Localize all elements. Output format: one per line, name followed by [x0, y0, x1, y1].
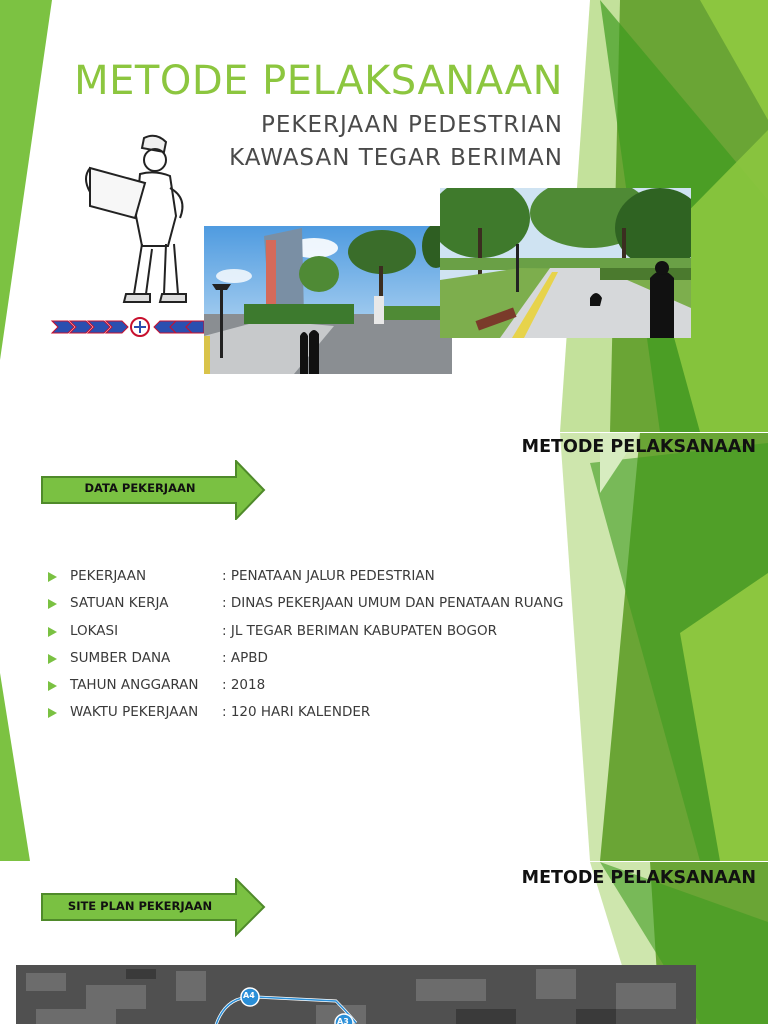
- slide-data-pekerjaan: [0, 433, 768, 861]
- list-item: [48, 650, 608, 677]
- worker-illustration: [70, 128, 205, 313]
- item-value: : JL TEGAR BERIMAN KABUPATEN BOGOR: [222, 622, 497, 639]
- item-value: : PENATAAN JALUR PEDESTRIAN: [222, 568, 435, 584]
- item-label: LOKASI: [70, 622, 119, 639]
- item-label: WAKTU PEKERJAAN: [70, 704, 199, 721]
- site-plan-arrow-button[interactable]: [40, 878, 266, 938]
- bullet-triangle-icon: [48, 654, 57, 664]
- slide-title: METODE PELAKSANAAN: [521, 868, 756, 888]
- project-data-list: [48, 568, 608, 732]
- site-plan-map: [16, 965, 696, 1024]
- walkway-rendering-image: [440, 188, 691, 338]
- item-label: PEKERJAAN: [70, 568, 147, 584]
- list-item: [48, 568, 608, 595]
- item-label: SUMBER DANA: [70, 649, 171, 666]
- cover-subtitle-line2: KAWASAN TEGAR BERIMAN: [229, 145, 563, 171]
- bullet-triangle-icon: [48, 708, 57, 718]
- plaza-rendering-image: [204, 226, 452, 374]
- slide-cover: [0, 0, 768, 432]
- item-value: : 2018: [222, 677, 266, 694]
- bullet-triangle-icon: [48, 681, 57, 691]
- slide-title: METODE PELAKSANAAN: [521, 437, 756, 457]
- bullet-triangle-icon: [48, 599, 57, 609]
- list-item: [48, 677, 608, 704]
- map-marker-a4: A4: [243, 991, 255, 1000]
- item-label: TAHUN ANGGARAN: [70, 677, 199, 694]
- list-item: [48, 704, 608, 731]
- list-item: [48, 595, 608, 622]
- logo-strip-icon: [50, 316, 204, 338]
- cover-title: METODE PELAKSANAAN: [74, 58, 563, 104]
- item-value: : APBD: [222, 649, 268, 666]
- data-pekerjaan-arrow-button[interactable]: [40, 460, 266, 520]
- arrow-label: SITE PLAN PEKERJAAN: [67, 899, 213, 913]
- bullet-triangle-icon: [48, 572, 57, 582]
- bullet-triangle-icon: [48, 627, 57, 637]
- item-value: : 120 HARI KALENDER: [222, 704, 371, 721]
- item-value: : DINAS PEKERJAAN UMUM DAN PENATAAN RUANG: [222, 595, 564, 612]
- cover-subtitle-line1: PEKERJAAN PEDESTRIAN: [261, 112, 563, 138]
- list-item: [48, 623, 608, 650]
- item-label: SATUAN KERJA: [70, 595, 169, 612]
- slide-site-plan: [0, 862, 768, 1024]
- map-marker-a3: A3: [337, 1017, 349, 1024]
- arrow-label: DATA PEKERJAAN: [84, 481, 196, 495]
